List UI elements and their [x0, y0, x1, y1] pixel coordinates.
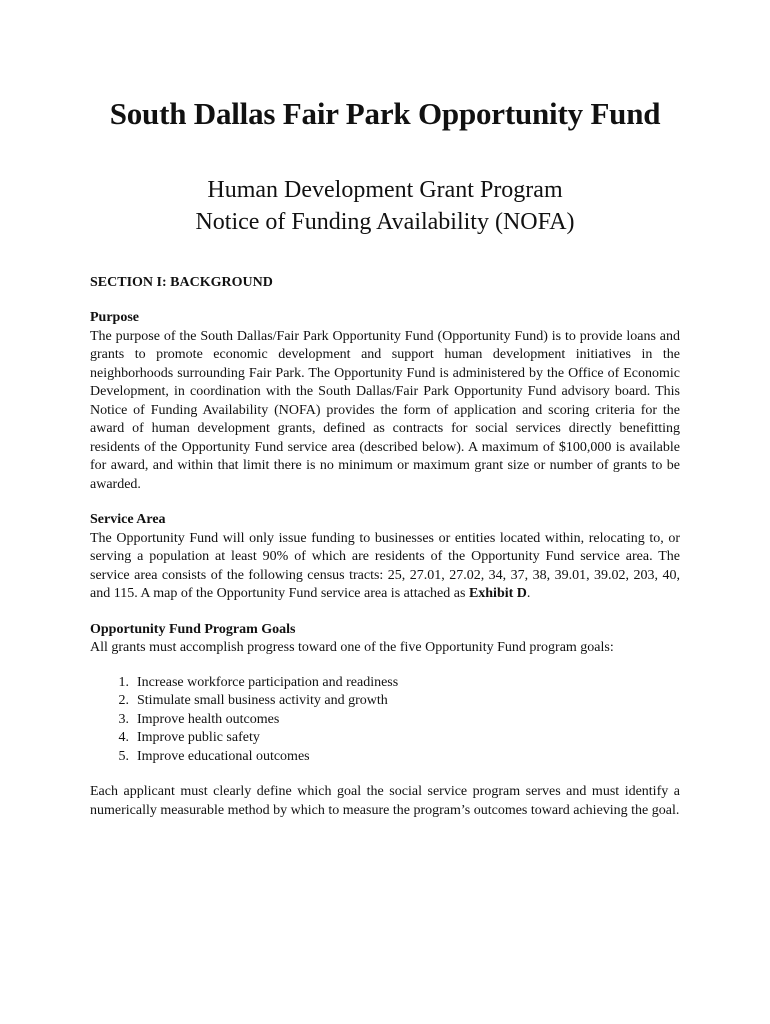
- program-name: Human Development Grant Program: [207, 177, 563, 203]
- list-number: 1.: [118, 674, 129, 690]
- list-item: [90, 711, 680, 730]
- document-title: South Dallas Fair Park Opportunity Fund: [109, 96, 661, 131]
- list-text: Increase workforce participation and readiness: [137, 674, 399, 690]
- list-number: 2.: [118, 693, 129, 708]
- service-area-text: The Opportunity Fund will only issue funding to businesses or entities located within, relocating to, or serving a population at least 90% of which are residents of the Opportunity Fund service area. The service area consists of the following census tracts: 25, 27.01, 27.02, 34, 37, 38, 39.01, 39.02, 203, 40, and 115. A map of the Opportunity Fund service area is attached as: [90, 530, 680, 601]
- purpose-paragraph: The purpose of the South Dallas/Fair Park Opportunity Fund (Opportunity Fund) is to provide loans and grants to promote economic development and support human development initiatives in the neighborhoods surrounding Fair Park. The Opportunity Fund is administered by the Office of Economic Development, in coordination with the South Dallas/Fair Park Opportunity Fund advisory board. This Notice of Funding Availability (NOFA) provides the form of application and scoring criteria for the award of human development grants, defined as contracts for social services directly benefitting residents of the Opportunity Fund service area (described below). A maximum of $100,000 is available for award, and within that limit there is no minimum or maximum grant size or number of grants to be awarded.: [90, 328, 680, 492]
- section-heading: SECTION I: BACKGROUND: [90, 275, 273, 290]
- exhibit-reference: Exhibit D: [468, 586, 527, 601]
- goals-section: [90, 621, 680, 821]
- goals-heading: Opportunity Fund Program Goals: [90, 621, 296, 637]
- list-item: [90, 729, 680, 748]
- goals-closing-paragraph: Each applicant must clearly define which goal the social service program serves and must identify a numerically measurable method by which to measure the program’s outcomes toward achieving the goal.: [90, 784, 680, 818]
- list-item: [90, 674, 680, 693]
- purpose-heading: Purpose: [90, 310, 139, 325]
- goals-list: [90, 674, 680, 767]
- service-area-section: [90, 511, 680, 604]
- list-number: 5.: [118, 748, 129, 764]
- service-area-end: .: [526, 586, 531, 601]
- notice-title: Notice of Funding Availability (NOFA): [195, 209, 575, 235]
- list-item: [90, 748, 680, 767]
- goals-intro: All grants must accomplish progress toward one of the five Opportunity Fund program goals:: [90, 640, 614, 655]
- service-area-heading: Service Area: [90, 512, 166, 527]
- list-text: Improve health outcomes: [137, 711, 280, 727]
- list-item: [90, 692, 680, 711]
- list-text: Stimulate small business activity and growth: [137, 693, 388, 708]
- list-number: 3.: [118, 711, 129, 727]
- service-area-paragraph: [90, 530, 680, 604]
- list-text: Improve public safety: [137, 730, 260, 745]
- list-text: Improve educational outcomes: [137, 748, 310, 764]
- purpose-section: [90, 309, 680, 494]
- list-number: 4.: [118, 730, 129, 745]
